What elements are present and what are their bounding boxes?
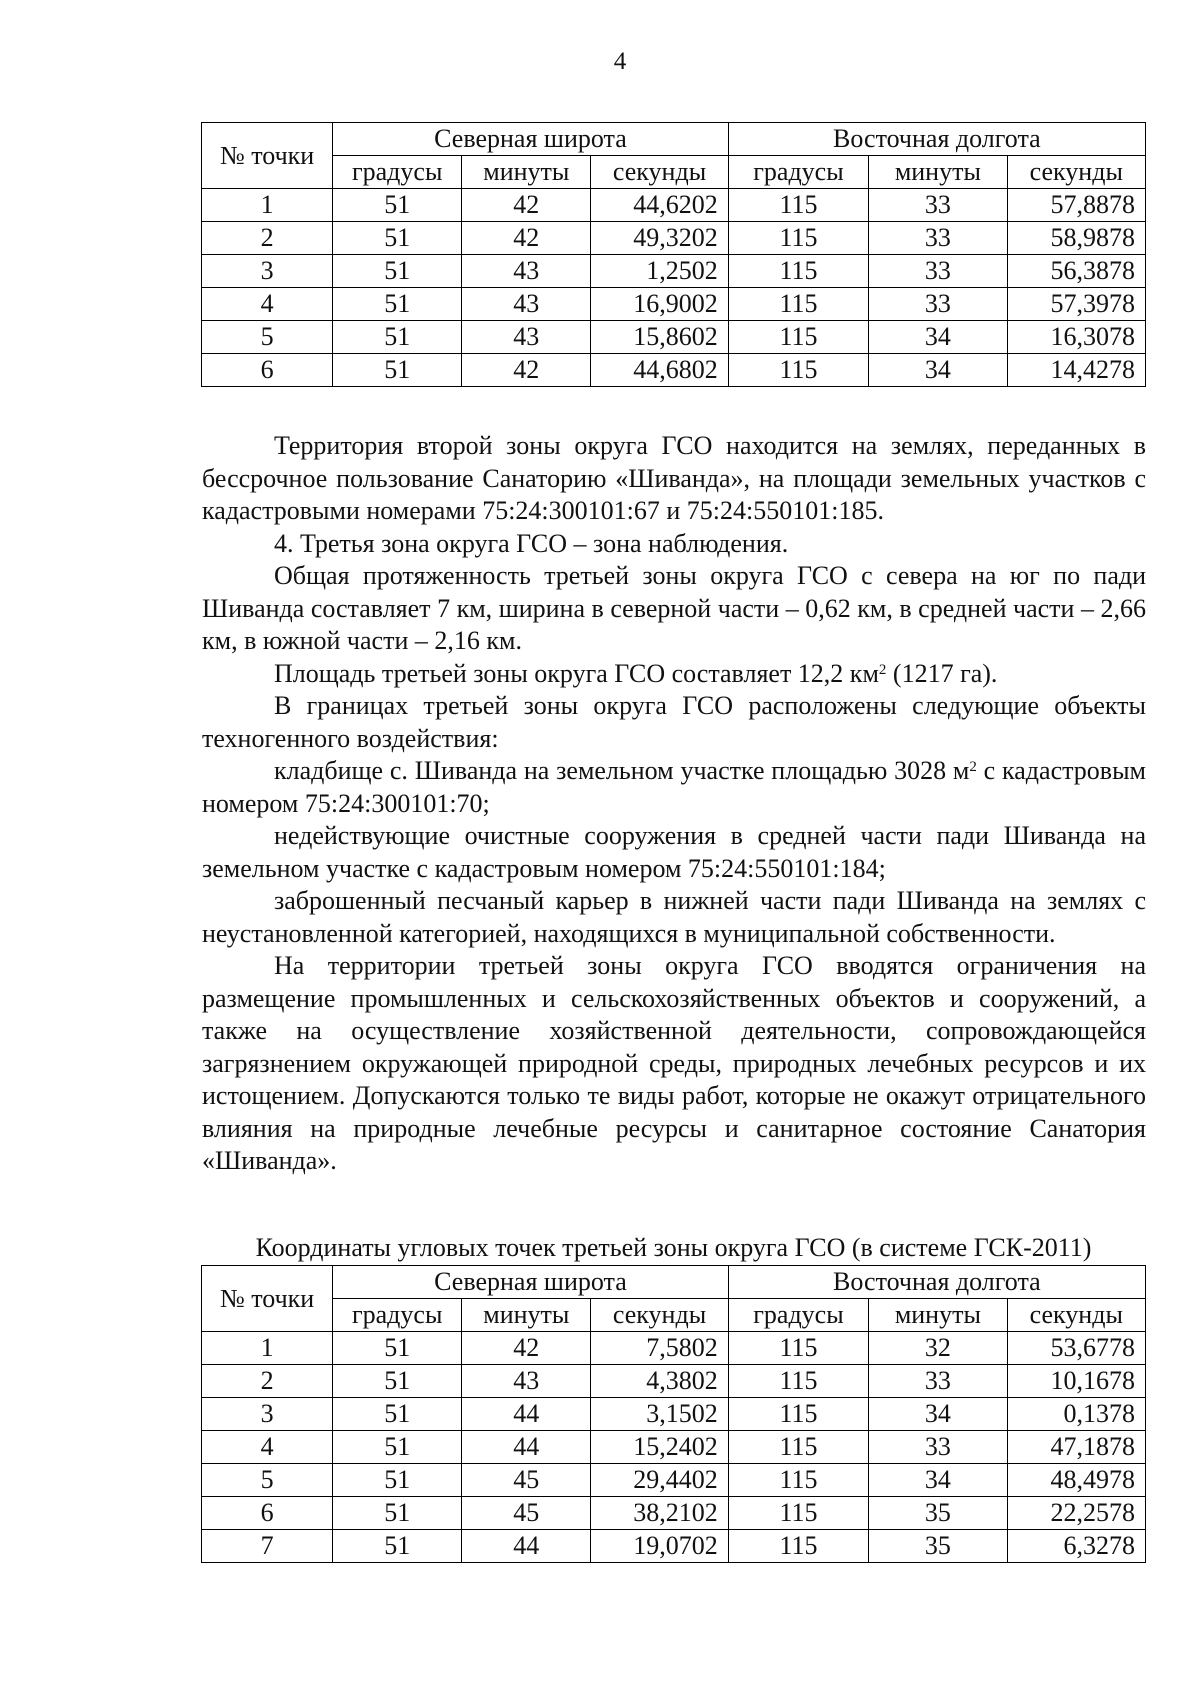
cell-lon-minutes: 33 [869, 189, 1007, 222]
cell-lon-seconds: 57,3978 [1007, 288, 1145, 321]
paragraph [202, 755, 1146, 820]
cell-lon-seconds: 47,1878 [1007, 1431, 1145, 1464]
cell-point-number: 1 [202, 1332, 333, 1365]
cell-lon-degrees: 115 [728, 1464, 868, 1497]
paragraph: Общая протяженность третьей зоны округа ГСО с севера на юг по пади Шиванда составляет 7 км, ширина в северной части – 0,62 км, в средней части – 2,66 км, в южной части – 2,16 км. [202, 561, 1146, 655]
paragraph-text: кладбище с. Шиванда на земельном участке площадью 3028 м [274, 756, 970, 785]
header-lon-seconds: секунды [1007, 156, 1145, 189]
cell-lon-minutes: 34 [869, 1398, 1007, 1431]
cell-lat-seconds: 15,2402 [591, 1431, 728, 1464]
cell-lon-degrees: 115 [728, 1332, 868, 1365]
cell-lat-seconds: 16,9002 [591, 288, 728, 321]
cell-lon-degrees: 115 [728, 222, 868, 255]
paragraph: На территории третьей зоны округа ГСО вводятся ограничения на размещение промышленных и сельскохозяйственных объектов и сооружений, а также на осуществление хозяйственной деятельности, сопровождающейся загрязнением окружающей природной среды, природных лечебных ресурсов и их истощением. Допускаются только те виды работ, которые не окажут отрицательного влияния на природные лечебные ресурсы и санитарное состояние Санатория «Шиванда». [202, 951, 1146, 1175]
cell-lon-seconds: 58,9878 [1007, 222, 1145, 255]
cell-point-number: 3 [202, 1398, 333, 1431]
cell-lon-seconds: 0,1378 [1007, 1398, 1145, 1431]
cell-lon-degrees: 115 [728, 321, 868, 354]
table-row [202, 189, 1146, 222]
header-east-longitude: Восточная долгота [728, 1266, 1145, 1299]
cell-point-number: 5 [202, 1464, 333, 1497]
cell-lon-minutes: 33 [869, 255, 1007, 288]
cell-lat-seconds: 7,5802 [591, 1332, 728, 1365]
cell-lon-degrees: 115 [728, 255, 868, 288]
paragraph: 4. Третья зона округа ГСО – зона наблюдения. [274, 528, 789, 558]
paragraph: Территория второй зоны округа ГСО находится на землях, переданных в бессрочное пользование Санаторию «Шиванда», на площади земельных участков с кадастровыми номерами 75:24:300101:67 и 75:24:550101:185. [202, 431, 1146, 525]
cell-lon-seconds: 10,1678 [1007, 1365, 1145, 1398]
table-body [202, 1332, 1146, 1563]
cell-point-number: 4 [202, 288, 333, 321]
cell-point-number: 6 [202, 354, 333, 387]
cell-lon-seconds: 16,3078 [1007, 321, 1145, 354]
cell-lat-minutes: 43 [462, 1365, 591, 1398]
cell-lon-seconds: 56,3878 [1007, 255, 1145, 288]
cell-lon-degrees: 115 [728, 1530, 868, 1563]
cell-lat-degrees: 51 [333, 1398, 462, 1431]
table-row [202, 1497, 1146, 1530]
table-row [202, 1332, 1146, 1365]
cell-lon-degrees: 115 [728, 354, 868, 387]
cell-lat-seconds: 49,3202 [591, 222, 728, 255]
cell-lon-degrees: 115 [728, 1431, 868, 1464]
table-row [202, 1530, 1146, 1563]
paragraph-text: с кадастровым номером 75:24:300101:70; [202, 756, 1146, 818]
cell-lat-minutes: 42 [462, 1332, 591, 1365]
header-point-number: № точки [202, 1266, 333, 1332]
table-row [202, 222, 1146, 255]
cell-lon-minutes: 33 [869, 222, 1007, 255]
cell-lat-degrees: 51 [333, 189, 462, 222]
cell-lon-seconds: 14,4278 [1007, 354, 1145, 387]
table-row [202, 354, 1146, 387]
header-lat-seconds: секунды [591, 156, 728, 189]
header-east-longitude: Восточная долгота [728, 123, 1145, 156]
cell-lat-minutes: 44 [462, 1398, 591, 1431]
body-text [202, 430, 1146, 1178]
table-caption: Координаты угловых точек третьей зоны округа ГСО (в системе ГСК-2011) [255, 1233, 1092, 1262]
cell-point-number: 1 [202, 189, 333, 222]
cell-lon-minutes: 35 [869, 1530, 1007, 1563]
page-number: 4 [613, 48, 627, 75]
cell-lat-minutes: 42 [462, 222, 591, 255]
cell-point-number: 5 [202, 321, 333, 354]
cell-lon-seconds: 57,8878 [1007, 189, 1145, 222]
cell-lat-seconds: 44,6802 [591, 354, 728, 387]
cell-lat-seconds: 1,2502 [591, 255, 728, 288]
cell-point-number: 7 [202, 1530, 333, 1563]
header-point-number: № точки [202, 123, 333, 189]
cell-lat-minutes: 45 [462, 1497, 591, 1530]
header-lon-degrees: градусы [728, 156, 868, 189]
header-lon-minutes: минуты [869, 156, 1007, 189]
paragraph: заброшенный песчаный карьер в нижней части пади Шиванда на землях с неустановленной категорией, находящихся в муниципальной собственности. [202, 886, 1146, 948]
cell-lat-minutes: 42 [462, 189, 591, 222]
table-body [202, 189, 1146, 387]
table-row [202, 1464, 1146, 1497]
superscript: 2 [878, 661, 887, 678]
cell-lon-minutes: 33 [869, 288, 1007, 321]
cell-lat-minutes: 44 [462, 1530, 591, 1563]
cell-lat-degrees: 51 [333, 1431, 462, 1464]
header-lon-minutes: минуты [869, 1299, 1007, 1332]
coordinates-table-zone2 [201, 122, 1146, 387]
cell-lon-seconds: 22,2578 [1007, 1497, 1145, 1530]
cell-point-number: 2 [202, 222, 333, 255]
cell-lat-seconds: 38,2102 [591, 1497, 728, 1530]
header-lat-seconds: секунды [591, 1299, 728, 1332]
superscript: 2 [969, 759, 977, 775]
table-row [202, 288, 1146, 321]
cell-lat-degrees: 51 [333, 1332, 462, 1365]
cell-lon-minutes: 33 [869, 1431, 1007, 1464]
cell-lat-degrees: 51 [333, 1530, 462, 1563]
header-north-latitude: Северная широта [333, 123, 729, 156]
paragraph [202, 658, 1146, 691]
table-row [202, 1398, 1146, 1431]
cell-lat-seconds: 3,1502 [591, 1398, 728, 1431]
cell-lat-degrees: 51 [333, 1497, 462, 1530]
cell-lon-seconds: 48,4978 [1007, 1464, 1145, 1497]
cell-lon-degrees: 115 [728, 189, 868, 222]
header-lat-degrees: градусы [333, 1299, 462, 1332]
paragraph: В границах третьей зоны округа ГСО расположены следующие объекты техногенного воздействия: [202, 691, 1146, 753]
table-row [202, 321, 1146, 354]
header-lat-minutes: минуты [462, 1299, 591, 1332]
cell-lon-minutes: 34 [869, 1464, 1007, 1497]
cell-lat-seconds: 44,6202 [591, 189, 728, 222]
coordinates-table-zone3 [201, 1265, 1146, 1563]
cell-lon-degrees: 115 [728, 1398, 868, 1431]
cell-lat-minutes: 45 [462, 1464, 591, 1497]
cell-lat-degrees: 51 [333, 288, 462, 321]
cell-point-number: 6 [202, 1497, 333, 1530]
cell-lat-degrees: 51 [333, 321, 462, 354]
cell-lon-minutes: 33 [869, 1365, 1007, 1398]
cell-lon-seconds: 6,3278 [1007, 1530, 1145, 1563]
cell-lon-minutes: 34 [869, 321, 1007, 354]
paragraph-text: (1217 га). [886, 658, 998, 688]
cell-lon-minutes: 34 [869, 354, 1007, 387]
cell-lon-degrees: 115 [728, 1365, 868, 1398]
header-lat-minutes: минуты [462, 156, 591, 189]
cell-lat-minutes: 44 [462, 1431, 591, 1464]
cell-lat-seconds: 29,4402 [591, 1464, 728, 1497]
header-north-latitude: Северная широта [333, 1266, 729, 1299]
cell-lon-seconds: 53,6778 [1007, 1332, 1145, 1365]
cell-lat-degrees: 51 [333, 1365, 462, 1398]
cell-lat-degrees: 51 [333, 255, 462, 288]
cell-lon-degrees: 115 [728, 1497, 868, 1530]
cell-lat-minutes: 42 [462, 354, 591, 387]
cell-lon-degrees: 115 [728, 288, 868, 321]
cell-lon-minutes: 35 [869, 1497, 1007, 1530]
header-lon-seconds: секунды [1007, 1299, 1145, 1332]
cell-lat-seconds: 15,8602 [591, 321, 728, 354]
cell-lat-degrees: 51 [333, 1464, 462, 1497]
cell-point-number: 2 [202, 1365, 333, 1398]
cell-point-number: 3 [202, 255, 333, 288]
cell-point-number: 4 [202, 1431, 333, 1464]
header-lon-degrees: градусы [728, 1299, 868, 1332]
cell-lat-seconds: 4,3802 [591, 1365, 728, 1398]
paragraph: недействующие очистные сооружения в средней части пади Шиванда на земельном участке с кадастровым номером 75:24:550101:184; [202, 821, 1146, 883]
cell-lon-minutes: 32 [869, 1332, 1007, 1365]
cell-lat-seconds: 19,0702 [591, 1530, 728, 1563]
table-row [202, 255, 1146, 288]
table-row [202, 1365, 1146, 1398]
cell-lat-degrees: 51 [333, 354, 462, 387]
cell-lat-minutes: 43 [462, 288, 591, 321]
cell-lat-minutes: 43 [462, 321, 591, 354]
cell-lat-minutes: 43 [462, 255, 591, 288]
table-row [202, 1431, 1146, 1464]
cell-lat-degrees: 51 [333, 222, 462, 255]
paragraph-text: Площадь третьей зоны округа ГСО составляет 12,2 км [274, 658, 879, 688]
header-lat-degrees: градусы [333, 156, 462, 189]
